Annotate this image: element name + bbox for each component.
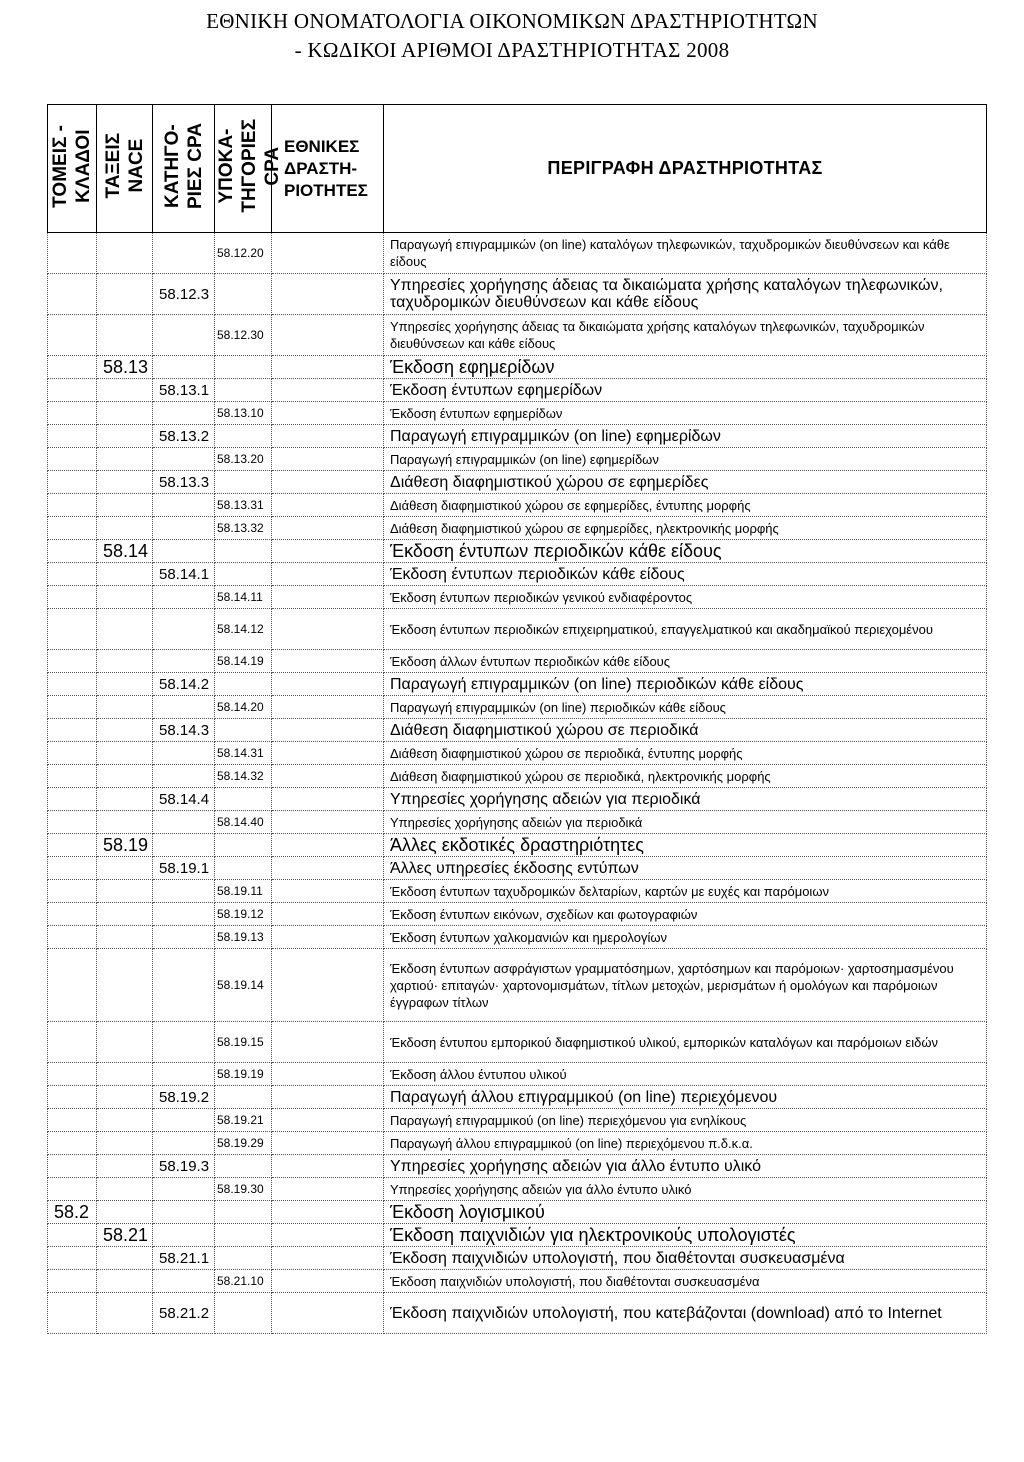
sector-code: 58.2 xyxy=(48,1201,97,1224)
sector-code xyxy=(48,425,97,448)
national-activity-code xyxy=(272,1201,384,1224)
sector-code xyxy=(48,1086,97,1109)
cpa-subcategory-code: 58.13.20 xyxy=(215,448,272,471)
sector-code xyxy=(48,402,97,425)
activity-description: Έκδοση έντυπων χαλκομανιών και ημερολογίων xyxy=(384,926,987,949)
national-activity-code xyxy=(272,1022,384,1063)
national-activity-code xyxy=(272,494,384,517)
table-row xyxy=(48,517,987,540)
sector-code xyxy=(48,1247,97,1270)
national-activity-code xyxy=(272,949,384,1022)
nace-class-code xyxy=(97,1270,153,1293)
national-activity-code xyxy=(272,903,384,926)
cpa-category-code xyxy=(153,1201,215,1224)
column-header-national-activities: ΕΘΝΙΚΕΣ ΔΡΑΣΤΗ- ΡΙΟΤΗΤΕΣ xyxy=(272,105,384,233)
cpa-category-code: 58.19.1 xyxy=(153,857,215,880)
national-activity-code xyxy=(272,609,384,650)
table-row xyxy=(48,834,987,857)
activity-codes-table xyxy=(47,104,987,1334)
cpa-category-code xyxy=(153,1178,215,1201)
activity-description: Διάθεση διαφημιστικού χώρου σε περιοδικά, έντυπης μορφής xyxy=(384,742,987,765)
table-row xyxy=(48,379,987,402)
cpa-category-code xyxy=(153,494,215,517)
activity-description: Υπηρεσίες χορήγησης άδειας τα δικαιώματα χρήσης καταλόγων τηλεφωνικών, ταχυδρομικών διευθύνσεων και κάθε είδους xyxy=(384,315,987,356)
cpa-category-code: 58.13.1 xyxy=(153,379,215,402)
sector-code xyxy=(48,696,97,719)
table-row xyxy=(48,719,987,742)
national-activity-code xyxy=(272,563,384,586)
cpa-category-code xyxy=(153,926,215,949)
cpa-category-code: 58.14.4 xyxy=(153,788,215,811)
sector-code xyxy=(48,586,97,609)
activity-description: Παραγωγή επιγραμμικών (on line) περιοδικών κάθε είδους xyxy=(384,673,987,696)
table-row xyxy=(48,880,987,903)
page-title-line-1: ΕΘΝΙΚΗ ΟΝΟΜΑΤΟΛΟΓΙΑ ΟΙΚΟΝΟΜΙΚΩΝ ΔΡΑΣΤΗΡΙΟΤΗΤΩΝ xyxy=(206,9,818,33)
cpa-subcategory-code: 58.14.19 xyxy=(215,650,272,673)
cpa-subcategory-code xyxy=(215,471,272,494)
nace-class-code: 58.19 xyxy=(97,834,153,857)
cpa-category-code xyxy=(153,880,215,903)
table-row xyxy=(48,315,987,356)
national-activity-code xyxy=(272,719,384,742)
activity-description: Διάθεση διαφημιστικού χώρου σε περιοδικά xyxy=(384,719,987,742)
column-header-description: ΠΕΡΙΓΡΑΦΗ ΔΡΑΣΤΗΡΙΟΤΗΤΑΣ xyxy=(384,105,987,233)
sector-code xyxy=(48,494,97,517)
activity-description: Παραγωγή άλλου επιγραμμικού (on line) περιεχόμενου xyxy=(384,1086,987,1109)
national-activity-code xyxy=(272,765,384,788)
national-activity-code xyxy=(272,540,384,563)
national-activity-code xyxy=(272,517,384,540)
nace-class-code xyxy=(97,1178,153,1201)
nace-class-code xyxy=(97,586,153,609)
national-activity-code xyxy=(272,1247,384,1270)
national-activity-code xyxy=(272,274,384,315)
activity-description: Έκδοση έντυπων ασφράγιστων γραμματόσημων, χαρτόσημων και παρόμοιων· χαρτοσημασμένου χαρτιού· επιταγών· χαρτονομισμάτων, τίτλων μετοχών, μερισμάτων ή ομολόγων και παρόμοιων έγγραφων τίτλων xyxy=(384,949,987,1022)
activity-description: Υπηρεσίες χορήγησης άδειας τα δικαιώματα χρήσης καταλόγων τηλεφωνικών, ταχυδρομικών διευθύνσεων και κάθε είδους xyxy=(384,274,987,315)
national-activity-code xyxy=(272,379,384,402)
cpa-subcategory-code: 58.14.20 xyxy=(215,696,272,719)
cpa-subcategory-code xyxy=(215,1086,272,1109)
cpa-category-code xyxy=(153,742,215,765)
cpa-subcategory-code: 58.14.40 xyxy=(215,811,272,834)
cpa-subcategory-code: 58.19.30 xyxy=(215,1178,272,1201)
nace-class-code xyxy=(97,1022,153,1063)
national-activity-code xyxy=(272,356,384,379)
national-activity-code xyxy=(272,1109,384,1132)
table-row xyxy=(48,563,987,586)
cpa-category-code: 58.13.2 xyxy=(153,425,215,448)
cpa-category-code xyxy=(153,1063,215,1086)
national-activity-code xyxy=(272,1224,384,1247)
cpa-subcategory-code xyxy=(215,540,272,563)
nace-class-code xyxy=(97,673,153,696)
cpa-category-code xyxy=(153,586,215,609)
nace-class-code xyxy=(97,402,153,425)
sector-code xyxy=(48,834,97,857)
cpa-category-code: 58.13.3 xyxy=(153,471,215,494)
nace-class-code xyxy=(97,742,153,765)
nace-class-code xyxy=(97,1086,153,1109)
sector-code xyxy=(48,857,97,880)
sector-code xyxy=(48,788,97,811)
national-activity-code xyxy=(272,1063,384,1086)
sector-code xyxy=(48,880,97,903)
activity-description: Διάθεση διαφημιστικού χώρου σε εφημερίδες, ηλεκτρονικής μορφής xyxy=(384,517,987,540)
sector-code xyxy=(48,742,97,765)
nace-class-code xyxy=(97,788,153,811)
column-header-nace-classes: ΤΑΞΕΙΣ NACE xyxy=(97,105,153,233)
table-row xyxy=(48,1109,987,1132)
sector-code xyxy=(48,1293,97,1334)
cpa-subcategory-code: 58.21.10 xyxy=(215,1270,272,1293)
table-row xyxy=(48,857,987,880)
nace-class-code xyxy=(97,903,153,926)
column-header-cpa-categories: ΚΑΤΗΓΟ- ΡΙΕΣ CPA xyxy=(153,105,215,233)
nace-class-code xyxy=(97,1132,153,1155)
table-row xyxy=(48,949,987,1022)
cpa-category-code xyxy=(153,834,215,857)
national-activity-code xyxy=(272,742,384,765)
national-activity-code xyxy=(272,857,384,880)
cpa-category-code xyxy=(153,540,215,563)
cpa-category-code xyxy=(153,448,215,471)
activity-description: Έκδοση έντυπων εικόνων, σχεδίων και φωτογραφιών xyxy=(384,903,987,926)
sector-code xyxy=(48,1022,97,1063)
cpa-subcategory-code xyxy=(215,1201,272,1224)
cpa-category-code xyxy=(153,517,215,540)
cpa-category-code xyxy=(153,1270,215,1293)
cpa-subcategory-code xyxy=(215,425,272,448)
national-activity-code xyxy=(272,650,384,673)
table-row xyxy=(48,1132,987,1155)
cpa-category-code xyxy=(153,1132,215,1155)
table-row xyxy=(48,1063,987,1086)
national-activity-code xyxy=(272,696,384,719)
cpa-category-code xyxy=(153,1224,215,1247)
table-row xyxy=(48,402,987,425)
activity-description: Έκδοση παιχνιδιών υπολογιστή, που κατεβάζονται (download) από το Internet xyxy=(384,1293,987,1334)
nace-class-code xyxy=(97,563,153,586)
sector-code xyxy=(48,563,97,586)
national-activity-code xyxy=(272,673,384,696)
activity-description: Άλλες υπηρεσίες έκδοσης εντύπων xyxy=(384,857,987,880)
sector-code xyxy=(48,379,97,402)
cpa-category-code xyxy=(153,949,215,1022)
national-activity-code xyxy=(272,1086,384,1109)
nace-class-code xyxy=(97,811,153,834)
table-row xyxy=(48,811,987,834)
national-activity-code xyxy=(272,1132,384,1155)
sector-code xyxy=(48,1063,97,1086)
table-row xyxy=(48,1293,987,1334)
nace-class-code: 58.21 xyxy=(97,1224,153,1247)
nace-class-code: 58.14 xyxy=(97,540,153,563)
cpa-subcategory-code xyxy=(215,1247,272,1270)
cpa-category-code: 58.19.2 xyxy=(153,1086,215,1109)
sector-code xyxy=(48,1155,97,1178)
national-activity-code xyxy=(272,1293,384,1334)
cpa-subcategory-code: 58.14.11 xyxy=(215,586,272,609)
activity-description: Παραγωγή επιγραμμικών (on line) περιοδικών κάθε είδους xyxy=(384,696,987,719)
table-row xyxy=(48,356,987,379)
cpa-category-code: 58.14.1 xyxy=(153,563,215,586)
table-row xyxy=(48,926,987,949)
nace-class-code: 58.13 xyxy=(97,356,153,379)
table-row xyxy=(48,233,987,274)
cpa-subcategory-code xyxy=(215,788,272,811)
sector-code xyxy=(48,949,97,1022)
cpa-subcategory-code xyxy=(215,379,272,402)
table-row xyxy=(48,274,987,315)
national-activity-code xyxy=(272,1155,384,1178)
sector-code xyxy=(48,1224,97,1247)
activity-description: Υπηρεσίες χορήγησης αδειών για περιοδικά xyxy=(384,788,987,811)
cpa-subcategory-code xyxy=(215,1155,272,1178)
cpa-subcategory-code: 58.12.30 xyxy=(215,315,272,356)
table-row xyxy=(48,1270,987,1293)
cpa-category-code xyxy=(153,811,215,834)
activity-description: Έκδοση άλλων έντυπων περιοδικών κάθε είδους xyxy=(384,650,987,673)
nace-class-code xyxy=(97,315,153,356)
table-row xyxy=(48,788,987,811)
table-row xyxy=(48,1224,987,1247)
sector-code xyxy=(48,650,97,673)
nace-class-code xyxy=(97,494,153,517)
table-row xyxy=(48,650,987,673)
nace-class-code xyxy=(97,379,153,402)
cpa-subcategory-code xyxy=(215,274,272,315)
cpa-category-code xyxy=(153,402,215,425)
cpa-subcategory-code: 58.19.12 xyxy=(215,903,272,926)
activity-description: Έκδοση έντυπων ταχυδρομικών δελταρίων, καρτών με ευχές και παρόμοιων xyxy=(384,880,987,903)
cpa-category-code xyxy=(153,903,215,926)
column-header-sectors: ΤΟΜΕΙΣ - ΚΛΑΔΟΙ xyxy=(48,105,97,233)
nace-class-code xyxy=(97,1247,153,1270)
table-row xyxy=(48,586,987,609)
cpa-subcategory-code: 58.14.32 xyxy=(215,765,272,788)
sector-code xyxy=(48,926,97,949)
cpa-subcategory-code xyxy=(215,1224,272,1247)
table-row xyxy=(48,494,987,517)
cpa-subcategory-code: 58.13.10 xyxy=(215,402,272,425)
sector-code xyxy=(48,471,97,494)
table-row xyxy=(48,1178,987,1201)
cpa-category-code xyxy=(153,356,215,379)
national-activity-code xyxy=(272,834,384,857)
nace-class-code xyxy=(97,765,153,788)
national-activity-code xyxy=(272,926,384,949)
column-header-cpa-subcategories: ΥΠΟΚΑ- ΤΗΓΟΡΙΕΣ CPA xyxy=(215,105,272,233)
cpa-category-code xyxy=(153,765,215,788)
activity-description: Έκδοση παιχνιδιών υπολογιστή, που διαθέτονται συσκευασμένα xyxy=(384,1247,987,1270)
activity-description: Έκδοση έντυπων περιοδικών κάθε είδους xyxy=(384,540,987,563)
cpa-subcategory-code: 58.19.19 xyxy=(215,1063,272,1086)
cpa-category-code: 58.21.2 xyxy=(153,1293,215,1334)
cpa-category-code xyxy=(153,315,215,356)
nace-class-code xyxy=(97,949,153,1022)
activity-description: Παραγωγή επιγραμμικού (on line) περιεχόμενου για ενηλίκους xyxy=(384,1109,987,1132)
cpa-subcategory-code: 58.19.29 xyxy=(215,1132,272,1155)
national-activity-code xyxy=(272,788,384,811)
sector-code xyxy=(48,274,97,315)
cpa-category-code: 58.14.3 xyxy=(153,719,215,742)
sector-code xyxy=(48,233,97,274)
national-activity-code xyxy=(272,425,384,448)
activity-description: Έκδοση παιχνιδιών για ηλεκτρονικούς υπολογιστές xyxy=(384,1224,987,1247)
activity-description: Παραγωγή επιγραμμικών (on line) εφημερίδων xyxy=(384,425,987,448)
table-row xyxy=(48,673,987,696)
activity-description: Έκδοση έντυπων περιοδικών κάθε είδους xyxy=(384,563,987,586)
cpa-category-code xyxy=(153,609,215,650)
cpa-category-code xyxy=(153,1022,215,1063)
sector-code xyxy=(48,1270,97,1293)
cpa-subcategory-code: 58.14.31 xyxy=(215,742,272,765)
national-activity-code xyxy=(272,811,384,834)
sector-code xyxy=(48,903,97,926)
sector-code xyxy=(48,315,97,356)
activity-description: Υπηρεσίες χορήγησης αδειών για άλλο έντυπο υλικό xyxy=(384,1155,987,1178)
sector-code xyxy=(48,811,97,834)
sector-code xyxy=(48,609,97,650)
national-activity-code xyxy=(272,315,384,356)
nace-class-code xyxy=(97,233,153,274)
activity-description: Διάθεση διαφημιστικού χώρου σε εφημερίδες xyxy=(384,471,987,494)
national-activity-code xyxy=(272,586,384,609)
cpa-subcategory-code: 58.19.13 xyxy=(215,926,272,949)
table-row xyxy=(48,1155,987,1178)
nace-class-code xyxy=(97,609,153,650)
activity-description: Παραγωγή επιγραμμικών (on line) καταλόγων τηλεφωνικών, ταχυδρομικών διευθύνσεων και κάθε είδους xyxy=(384,233,987,274)
cpa-subcategory-code xyxy=(215,834,272,857)
national-activity-code xyxy=(272,402,384,425)
cpa-category-code: 58.14.2 xyxy=(153,673,215,696)
nace-class-code xyxy=(97,857,153,880)
national-activity-code xyxy=(272,448,384,471)
cpa-subcategory-code xyxy=(215,673,272,696)
cpa-category-code: 58.21.1 xyxy=(153,1247,215,1270)
sector-code xyxy=(48,448,97,471)
activity-description: Υπηρεσίες χορήγησης αδειών για άλλο έντυπο υλικό xyxy=(384,1178,987,1201)
activity-description: Έκδοση έντυπων εφημερίδων xyxy=(384,402,987,425)
sector-code xyxy=(48,765,97,788)
cpa-category-code: 58.12.3 xyxy=(153,274,215,315)
nace-class-code xyxy=(97,719,153,742)
table-row xyxy=(48,1022,987,1063)
activity-description: Άλλες εκδοτικές δραστηριότητες xyxy=(384,834,987,857)
table-row xyxy=(48,540,987,563)
nace-class-code xyxy=(97,1063,153,1086)
sector-code xyxy=(48,673,97,696)
sector-code xyxy=(48,719,97,742)
table-row xyxy=(48,471,987,494)
cpa-subcategory-code xyxy=(215,857,272,880)
table-row xyxy=(48,425,987,448)
page-title-line-2: - ΚΩΔΙΚΟΙ ΑΡΙΘΜΟΙ ΔΡΑΣΤΗΡΙΟΤΗΤΑΣ 2008 xyxy=(294,38,730,62)
table-row xyxy=(48,1247,987,1270)
nace-class-code xyxy=(97,517,153,540)
cpa-subcategory-code xyxy=(215,1293,272,1334)
activity-description: Έκδοση έντυπου εμπορικού διαφημιστικού υλικού, εμπορικών καταλόγων και παρόμοιων ειδών xyxy=(384,1022,987,1063)
cpa-subcategory-code: 58.12.20 xyxy=(215,233,272,274)
nace-class-code xyxy=(97,926,153,949)
cpa-subcategory-code xyxy=(215,563,272,586)
sector-code xyxy=(48,1109,97,1132)
cpa-subcategory-code: 58.14.12 xyxy=(215,609,272,650)
national-activity-code xyxy=(272,880,384,903)
table-row xyxy=(48,448,987,471)
activity-description: Έκδοση άλλου έντυπου υλικού xyxy=(384,1063,987,1086)
activity-description: Διάθεση διαφημιστικού χώρου σε εφημερίδες, έντυπης μορφής xyxy=(384,494,987,517)
cpa-category-code xyxy=(153,650,215,673)
cpa-subcategory-code xyxy=(215,719,272,742)
nace-class-code xyxy=(97,425,153,448)
national-activity-code xyxy=(272,471,384,494)
table-header-row xyxy=(48,105,987,233)
national-activity-code xyxy=(272,1178,384,1201)
nace-class-code xyxy=(97,650,153,673)
cpa-subcategory-code: 58.19.11 xyxy=(215,880,272,903)
cpa-subcategory-code: 58.19.21 xyxy=(215,1109,272,1132)
activity-description: Υπηρεσίες χορήγησης αδειών για περιοδικά xyxy=(384,811,987,834)
national-activity-code xyxy=(272,1270,384,1293)
nace-class-code xyxy=(97,1201,153,1224)
activity-description: Έκδοση παιχνιδιών υπολογιστή, που διαθέτονται συσκευασμένα xyxy=(384,1270,987,1293)
cpa-category-code xyxy=(153,696,215,719)
cpa-category-code: 58.19.3 xyxy=(153,1155,215,1178)
nace-class-code xyxy=(97,1109,153,1132)
sector-code xyxy=(48,517,97,540)
activity-description: Έκδοση έντυπων εφημερίδων xyxy=(384,379,987,402)
cpa-subcategory-code: 58.13.32 xyxy=(215,517,272,540)
sector-code xyxy=(48,1178,97,1201)
nace-class-code xyxy=(97,880,153,903)
cpa-category-code xyxy=(153,1109,215,1132)
table-row xyxy=(48,903,987,926)
activity-description: Έκδοση λογισμικού xyxy=(384,1201,987,1224)
table-row xyxy=(48,609,987,650)
table-row xyxy=(48,1201,987,1224)
nace-class-code xyxy=(97,448,153,471)
table-body xyxy=(48,233,987,1334)
table-row xyxy=(48,765,987,788)
table-row xyxy=(48,696,987,719)
activity-description: Παραγωγή άλλου επιγραμμικού (on line) περιεχόμενου π.δ.κ.α. xyxy=(384,1132,987,1155)
nace-class-code xyxy=(97,1293,153,1334)
cpa-subcategory-code: 58.19.14 xyxy=(215,949,272,1022)
sector-code xyxy=(48,1132,97,1155)
nace-class-code xyxy=(97,274,153,315)
activity-description: Έκδοση εφημερίδων xyxy=(384,356,987,379)
cpa-subcategory-code xyxy=(215,356,272,379)
table-row xyxy=(48,742,987,765)
table-row xyxy=(48,1086,987,1109)
sector-code xyxy=(48,540,97,563)
activity-description: Παραγωγή επιγραμμικών (on line) εφημερίδων xyxy=(384,448,987,471)
activity-description: Έκδοση έντυπων περιοδικών γενικού ενδιαφέροντος xyxy=(384,586,987,609)
cpa-category-code xyxy=(153,233,215,274)
cpa-subcategory-code: 58.19.15 xyxy=(215,1022,272,1063)
sector-code xyxy=(48,356,97,379)
nace-class-code xyxy=(97,471,153,494)
cpa-subcategory-code: 58.13.31 xyxy=(215,494,272,517)
activity-description: Έκδοση έντυπων περιοδικών επιχειρηματικού, επαγγελματικού και ακαδημαϊκού περιεχομένου xyxy=(384,609,987,650)
activity-description: Διάθεση διαφημιστικού χώρου σε περιοδικά, ηλεκτρονικής μορφής xyxy=(384,765,987,788)
nace-class-code xyxy=(97,1155,153,1178)
national-activity-code xyxy=(272,233,384,274)
nace-class-code xyxy=(97,696,153,719)
